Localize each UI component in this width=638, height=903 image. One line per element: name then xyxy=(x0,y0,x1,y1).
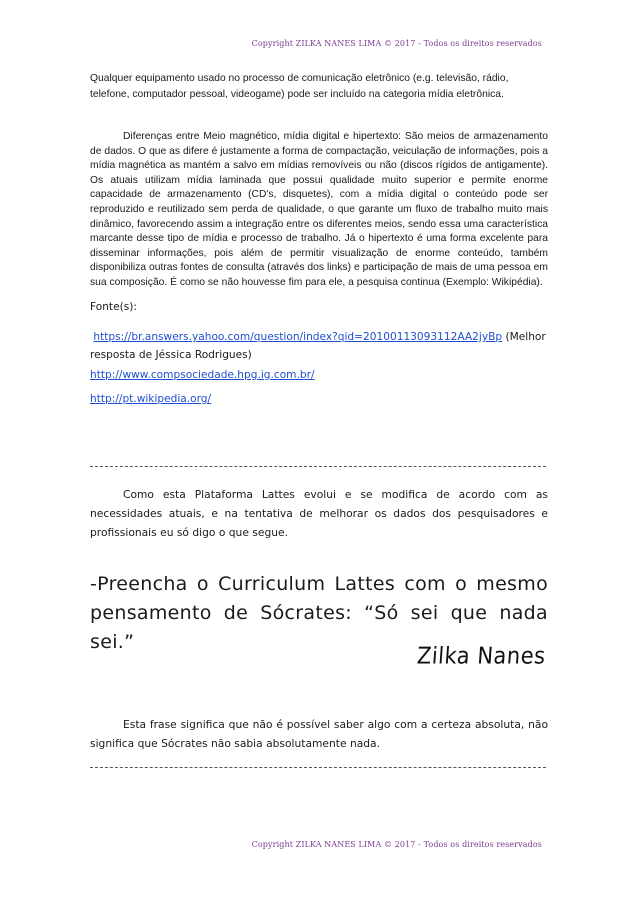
source-link-yahoo-note: (Melhor resposta de Jéssica Rodrigues) xyxy=(90,331,546,361)
source-item-1 xyxy=(90,328,548,364)
paragraph-media-differences: Diferenças entre Meio magnético, mídia digital e hipertexto: São meios de armazenamento de dados. O que as difere é justamente a forma de compactação, veiculação de informações, pois a mídia magnética as mantém a salvo em mídias removíveis ou não (discos rígidos de antigamente). Os atuais utilizam mídia laminada que possui qualidade muito superior e permite enorme capacidade de armazenamento (CD's, disquetes), com a mídia digital o conteúdo pode ser reproduzido e reutilizado sem perda de qualidade, o que garante um fluxo de trabalho muito mais dinâmico, favorecendo assim a integração entre os diferentes meios, sendo essa uma característica marcante desse tipo de mídia e processo de trabalho. Já o hipertexto é uma forma excelente para disseminar informações, pois além de permitir visualização de enorme conteúdo, também disponibiliza outras fontes de consulta (através dos links) e participação de mais de uma pessoa em sua composição. É como se não houvesse fim para ele, a pesquisa continua (Exemplo: Wikipédia). xyxy=(90,131,548,288)
paragraph-electronic-media: Qualquer equipamento usado no processo de comunicação eletrônico (e.g. televisão, rádio, telefone, computador pessoal, videogame) pode ser incluído na categoria mídia eletrônica. xyxy=(90,73,509,100)
dashed-divider-bottom xyxy=(90,767,546,768)
source-link-compsociedade[interactable]: http://www.compsociedade.hpg.ig.com.br/ xyxy=(90,369,315,381)
source-link-yahoo[interactable]: https://br.answers.yahoo.com/question/index?qid=20100113093112AA2jyBp xyxy=(93,331,503,343)
quote-socrates: -Preencha o Curriculum Lattes com o mesmo pensamento de Sócrates: “Só sei que nada sei.” xyxy=(90,573,548,653)
source-item-2 xyxy=(90,366,548,384)
header-copyright: Copyright ZILKA NANES LIMA © 2017 - Todos os direitos reservados xyxy=(251,39,542,48)
sources-label: Fonte(s): xyxy=(90,301,137,313)
source-link-wikipedia[interactable]: http://pt.wikipedia.org/ xyxy=(90,393,212,405)
footer-copyright: Copyright ZILKA NANES LIMA © 2017 - Todos os direitos reservados xyxy=(251,840,542,849)
paragraph-quote-meaning: Esta frase significa que não é possível saber algo com a certeza absoluta, não significa que Sócrates não sabia absolutamente nada. xyxy=(90,718,548,750)
signature: Zilka Nanes xyxy=(416,642,547,670)
source-item-3 xyxy=(90,390,548,408)
dashed-divider xyxy=(90,466,546,467)
paragraph-lattes: Como esta Plataforma Lattes evolui e se modifica de acordo com as necessidades atuais, e na tentativa de melhorar os dados dos pesquisadores e profissionais eu só digo o que segue. xyxy=(90,488,548,539)
